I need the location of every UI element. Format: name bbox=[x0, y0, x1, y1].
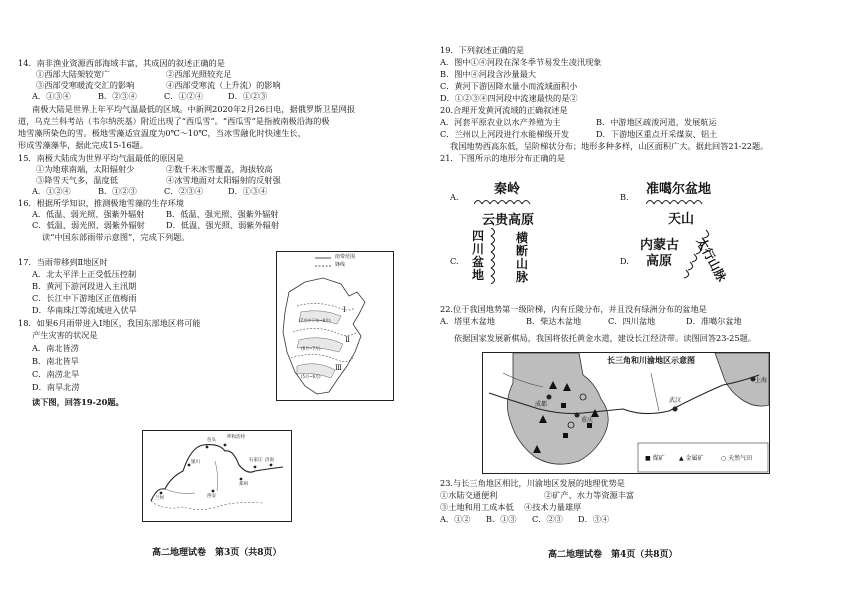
q20-option-c: C．兰州以上河段进行水能梯级开发 bbox=[440, 129, 570, 139]
q23-statement-3: ③土地和用工成本低 bbox=[440, 502, 514, 512]
basin-boundary bbox=[151, 501, 263, 510]
city-label: 石家庄 bbox=[249, 458, 263, 463]
q16-option-a: A．低温、弱光照、强紫外辐射 bbox=[32, 209, 145, 219]
q14-option-b: B．②③④ bbox=[98, 91, 137, 101]
tributary bbox=[215, 461, 218, 491]
q19-intro: 读下图，回答19-20题。 bbox=[32, 397, 124, 407]
zone-time: (7月中下旬~8月) bbox=[299, 318, 331, 323]
q21-label-c: C. bbox=[450, 256, 459, 266]
mountain-symbol-vertical bbox=[490, 228, 498, 284]
city-label-wuhan: 武汉 bbox=[669, 397, 682, 404]
page-footer: 高二地理试卷 第3页（共8页） bbox=[152, 548, 282, 558]
mountain-symbol bbox=[474, 197, 534, 205]
q19-option-c: C．黄河下游因降水量小而流域面积小 bbox=[440, 81, 578, 91]
q14-option-d: D．①②③ bbox=[228, 91, 268, 101]
q19-stem: 19．下列叙述正确的是 bbox=[440, 45, 525, 55]
passage-line: 道，乌克兰科考站（韦尔纳茨基）附近出现了“西瓜雪”。“西瓜雪”是指被南极沿海的极 bbox=[18, 116, 330, 126]
q18-option-b: B．南北皆旱 bbox=[32, 356, 79, 366]
q23-option-b: B．①③ bbox=[486, 514, 517, 524]
yellow-river-drawing bbox=[143, 431, 291, 521]
city-dot bbox=[547, 395, 552, 400]
q14-statement-2: ②西部光照较充足 bbox=[166, 69, 232, 79]
city-label: 兰州 bbox=[155, 496, 164, 501]
zone-label: Ⅲ bbox=[335, 364, 342, 372]
q22-option-a: A．塔里木盆地 bbox=[440, 316, 496, 326]
legend-coal: ■ 煤矿 bbox=[645, 455, 665, 462]
rain-belt-map-drawing bbox=[277, 252, 393, 400]
q19-option-a: A．图中①④河段在深冬季节易发生凌汛现象 bbox=[440, 57, 602, 67]
q18-stem-1: 18．如果6月雨带进入Ⅰ地区，我国东部地区将可能 bbox=[18, 318, 201, 328]
q14-statement-1: ①西部大陆架较宽广 bbox=[36, 69, 110, 79]
q17-option-a: A．北太平洋上正受低压控制 bbox=[32, 269, 137, 279]
q15-option-d: D．①③④ bbox=[228, 186, 268, 196]
city-dot bbox=[224, 444, 227, 447]
china-east-outline bbox=[283, 278, 365, 394]
q21-stem: 21．下图所示的地形分布正确的是 bbox=[440, 153, 566, 163]
q21-c-right: 横断山脉 bbox=[516, 231, 529, 284]
city-label-chengdu: 成都 bbox=[535, 401, 548, 408]
q21-a-top: 秦岭 bbox=[494, 182, 521, 197]
city-label: 呼和浩特 bbox=[227, 435, 245, 440]
front-line bbox=[297, 303, 355, 310]
passage-line: 南极大陆是世界上年平均气温最低的区域。中新网2020年2月26日电，据俄罗斯卫星网报 bbox=[32, 104, 356, 114]
q21-d-left-2: 高原 bbox=[646, 254, 673, 269]
q17-option-c: C．长江中下游地区正值梅雨 bbox=[32, 293, 137, 303]
zone-label: Ⅱ bbox=[345, 336, 350, 344]
q21-label-a: A. bbox=[450, 192, 459, 202]
yangtze-map-title: 长三角和川渝地区示意图 bbox=[607, 356, 695, 365]
zone-time: (5月~6月) bbox=[301, 374, 321, 379]
q16-option-c: C．低温、弱光照、弱紫外辐射 bbox=[32, 220, 145, 230]
q17-intro: 读“中国东部雨带示意图”，完成下列题。 bbox=[42, 232, 190, 242]
q15-stem: 15．南极大陆成为世界平均气温最低的原因是 bbox=[18, 153, 184, 163]
zone-label: Ⅰ bbox=[343, 306, 346, 314]
city-label: 郑州 bbox=[239, 482, 248, 487]
passage-line: 形成雪藻藻华，据此完成15-16题。 bbox=[18, 140, 149, 150]
city-label: 银川 bbox=[191, 460, 200, 465]
q22-stem: 22.位于我国地势第一级阶梯，内有丘陵分布，并且没有绿洲分布的盆地是 bbox=[440, 304, 707, 314]
q15-statement-3: ③降雪天气多，温度低 bbox=[36, 175, 118, 185]
q19-option-b: B．图中④河段含沙量最大 bbox=[440, 69, 537, 79]
q23-option-c: C．②③ bbox=[532, 514, 563, 524]
q16-option-d: D．低温、强光照、弱紫外辐射 bbox=[166, 220, 280, 230]
q23-option-d: D．③④ bbox=[578, 514, 610, 524]
q18-stem-2: 产生灾害的状况是 bbox=[32, 330, 98, 340]
city-dot bbox=[240, 478, 243, 481]
q14-statement-3: ③西部受寒暖流交汇的影响 bbox=[36, 80, 135, 90]
q14-stem: 14．南非渔业资源西部海域丰富，其成因的叙述正确的是 bbox=[18, 58, 225, 68]
q20-stem: 20.合理开发黄河流域的正确叙述是 bbox=[440, 105, 568, 115]
q21-label-d: D. bbox=[620, 256, 629, 266]
q15-option-c: C．②③④ bbox=[164, 186, 204, 196]
city-dot bbox=[188, 464, 191, 467]
q18-option-d: D．南旱北涝 bbox=[32, 382, 80, 392]
front-line bbox=[291, 354, 353, 361]
rain-belt-map bbox=[276, 251, 394, 401]
q21-c-left: 四川盆地 bbox=[472, 229, 485, 282]
q20-option-a: A．河套平原农业以水产养殖为主 bbox=[440, 117, 561, 127]
q15-statement-4: ④冰雪地面对太阳辐射的反射强 bbox=[166, 175, 281, 185]
yellow-river-line bbox=[151, 445, 283, 501]
q23-statement-1: ①水陆交通便利 bbox=[440, 490, 498, 500]
q16-stem: 16．根据所学知识，推测极地雪藻的生存环境 bbox=[18, 198, 184, 208]
legend-metal: ▲ 金属矿 bbox=[679, 455, 704, 462]
q17-option-d: D．华南珠江等流域进入伏旱 bbox=[32, 305, 137, 315]
q21-label-b: B. bbox=[620, 192, 629, 202]
city-label: 西安 bbox=[207, 494, 216, 499]
q22-option-c: C．四川盆地 bbox=[608, 316, 656, 326]
tributary bbox=[651, 373, 659, 411]
q20-option-b: B．中游地区疏浚河道，发展航运 bbox=[596, 117, 717, 127]
q15-statement-1: ①为地球南端，太阳辐射少 bbox=[36, 164, 135, 174]
coal-mine-symbol bbox=[561, 403, 566, 408]
q21-figure bbox=[450, 164, 810, 294]
city-label-shanghai: 上海 bbox=[755, 377, 768, 384]
q19-option-d: D．①②③④四河段中流速最快的是② bbox=[440, 93, 578, 103]
q17-stem: 17．当雨带移到Ⅱ地区时 bbox=[18, 257, 108, 267]
q14-statement-4: ④西部受寒流（上升流）的影响 bbox=[166, 80, 281, 90]
page-footer: 高二地理试卷 第4页（共8页） bbox=[548, 550, 678, 560]
q23-stem: 23.与长三角地区相比，川渝地区发展的地理优势是 bbox=[440, 478, 625, 488]
q15-statement-2: ②数千米冰雪覆盖，海拔较高 bbox=[166, 164, 273, 174]
q20-option-d: D．下游地区重点开采煤炭、铝土 bbox=[596, 129, 718, 139]
chuanyu-region bbox=[507, 353, 608, 464]
q21-a-bottom: 云贵高原 bbox=[482, 213, 535, 228]
yellow-river-map bbox=[142, 430, 292, 522]
q21-b-top: 准噶尔盆地 bbox=[646, 182, 712, 197]
q18-option-a: A．南北皆涝 bbox=[32, 343, 79, 353]
city-dot bbox=[673, 407, 678, 412]
q23-statement-2: ②矿产、水力等资源丰富 bbox=[544, 490, 635, 500]
city-dot bbox=[575, 413, 580, 418]
city-label: 包头 bbox=[207, 438, 216, 443]
city-dot bbox=[270, 464, 273, 467]
q14-option-a: A．①③④ bbox=[32, 91, 71, 101]
yangtze-map bbox=[482, 352, 770, 474]
city-dot bbox=[160, 492, 163, 495]
passage3: 依据国家发展新棋局，我国将依托黄金水道，建设长江经济带。读图回答23-25题。 bbox=[454, 333, 756, 343]
front-line bbox=[293, 328, 357, 335]
q21-d-right: 太行山脉 bbox=[693, 234, 729, 284]
legend-gas: ○ 天然气田 bbox=[721, 455, 753, 462]
city-dot bbox=[212, 490, 215, 493]
q14-option-c: C．①②④ bbox=[164, 91, 204, 101]
q15-option-b: B．①②③ bbox=[98, 186, 137, 196]
right-page bbox=[430, 0, 860, 607]
tributary bbox=[165, 489, 195, 494]
city-label-chongqing: 重庆 bbox=[581, 417, 594, 424]
q22-option-b: B．柴达木盆地 bbox=[526, 316, 582, 326]
passage-line: 地雪藻所染色的雪。极地雪藻适宜温度为0℃～10℃，当冰雪融化时快速生长， bbox=[18, 128, 306, 138]
coal-mine-symbol bbox=[563, 433, 568, 438]
passage2: 我国地势西高东低，呈阶梯状分布；地形多种多样，山区面积广大。据此回答21-22题。 bbox=[450, 141, 769, 151]
q16-option-b: B．低温、强光照、强紫外辐射 bbox=[166, 209, 279, 219]
city-label: 济南 bbox=[265, 458, 274, 463]
q15-option-a: A．①②④ bbox=[32, 186, 71, 196]
q18-option-c: C．南涝北旱 bbox=[32, 369, 80, 379]
q23-option-a: A．①② bbox=[440, 514, 471, 524]
zone-time: (6月~7月) bbox=[301, 346, 321, 351]
q21-d-left-1: 内蒙古 bbox=[640, 238, 680, 253]
q22-option-d: D．准噶尔盆地 bbox=[686, 316, 742, 326]
mountain-symbol bbox=[646, 197, 706, 205]
city-dot bbox=[206, 446, 209, 449]
q17-option-b: B．黄河下游河段进入主汛期 bbox=[32, 281, 137, 291]
q21-b-bottom: 天山 bbox=[668, 212, 695, 227]
legend-front-label: 锋线 bbox=[335, 262, 346, 268]
legend-rain-label: 雨带范围 bbox=[335, 254, 356, 260]
q23-statement-4: ④技术力量雄厚 bbox=[524, 502, 582, 512]
city-dot bbox=[254, 466, 257, 469]
